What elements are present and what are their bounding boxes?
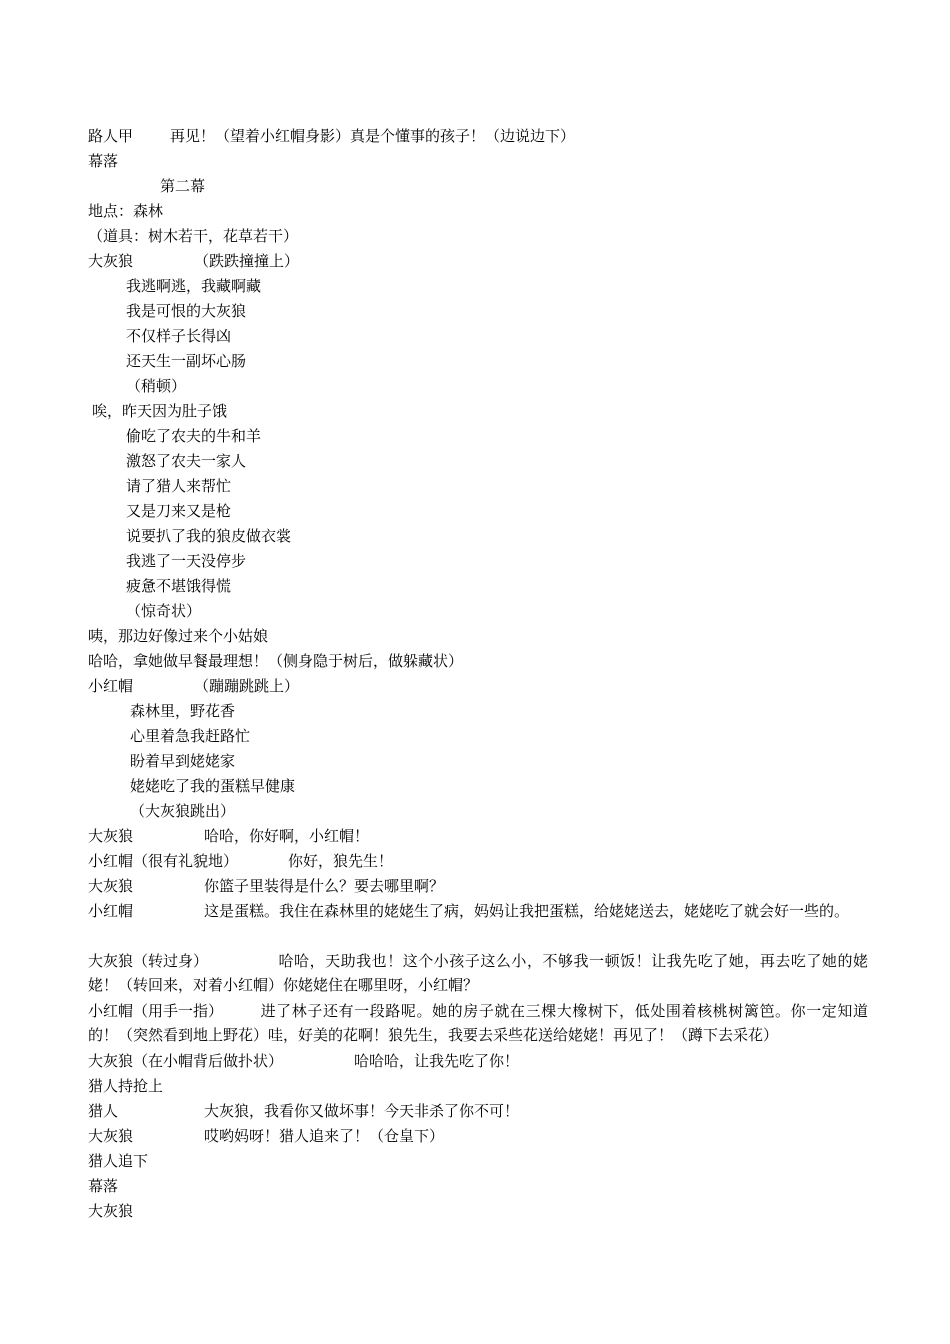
line-text: 进了林子还有一段路呢。她的房子就在三棵大橡树下，低处围着核桃树篱笆。你一定知道的！（突然看到地上野花）哇，好美的花啊！狼先生，我要去采些花送给姥姥！再见了！（蹲下去采花）: [88, 1002, 868, 1044]
stage-direction: 猎人持抢上: [88, 1077, 164, 1095]
verse-line: 唉，昨天因为肚子饿: [92, 402, 228, 420]
speaker-name: 小红帽: [88, 902, 134, 920]
script-line: [88, 1099, 868, 1123]
verse-line: 不仅样子长得凶: [126, 327, 232, 345]
act-heading: 第二幕: [160, 177, 206, 195]
verse-line: 盼着早到姥姥家: [130, 752, 236, 770]
script-line: [88, 674, 868, 698]
verse-line: 咦，那边好像过来个小姑娘: [88, 627, 269, 645]
verse-line: 我是可恨的大灰狼: [126, 302, 247, 320]
stage-direction: （蹦蹦跳跳上）: [194, 677, 300, 695]
line-text: 再见！（望着小红帽身影）真是个懂事的孩子！（边说边下）: [170, 127, 576, 145]
speaker-name: 小红帽: [88, 677, 134, 695]
scene-end: 幕落: [88, 152, 119, 170]
line-text: 这是蛋糕。我住在森林里的姥姥生了病，妈妈让我把蛋糕，给姥姥送去，姥姥吃了就会好一些的。: [204, 902, 850, 920]
script-line: [88, 1124, 868, 1148]
scene-end: 幕落: [88, 1177, 119, 1195]
script-line: [88, 999, 868, 1047]
script-line: [88, 124, 868, 148]
verse-line: 激怒了农夫一家人: [126, 452, 247, 470]
stage-direction: （跌跌撞撞上）: [194, 252, 300, 270]
verse-line: 心里着急我赶路忙: [130, 727, 251, 745]
speaker-name: 大灰狼: [88, 877, 134, 895]
script-line: [88, 849, 868, 873]
line-text: 哈哈，你好啊，小红帽！: [204, 827, 370, 845]
stage-direction: 猎人追下: [88, 1152, 149, 1170]
verse-line: 还天生一副坏心肠: [126, 352, 247, 370]
verse-line: 我逃啊逃，我藏啊藏: [126, 277, 262, 295]
script-line: [88, 249, 868, 273]
stage-direction: （稍顿）: [126, 377, 187, 395]
verse-line: 姥姥吃了我的蛋糕早健康: [130, 777, 296, 795]
script-line: [88, 899, 868, 923]
speaker-name: 大灰狼: [88, 1127, 134, 1145]
verse-line: 哈哈，拿她做早餐最理想！（侧身隐于树后，做躲藏状）: [88, 652, 464, 670]
speaker-name: 大灰狼: [88, 252, 134, 270]
speaker-name: 大灰狼（转过身）: [88, 952, 209, 970]
speaker-name: 猎人: [88, 1102, 119, 1120]
speaker-name: 大灰狼（在小帽背后做扑状）: [88, 1052, 284, 1070]
verse-line: 偷吃了农夫的牛和羊: [126, 427, 262, 445]
verse-line: 我逃了一天没停步: [126, 552, 247, 570]
line-text: 大灰狼，我看你又做坏事！今天非杀了你不可！: [204, 1102, 520, 1120]
stage-direction: （惊奇状）: [126, 602, 202, 620]
line-text: 哈哈，天助我也！这个小孩子这么小，不够我一顿饭！让我先吃了她，再去吃了她的姥姥！（转回来，对着小红帽）你姥姥住在哪里呀，小红帽？: [88, 952, 868, 994]
stage-direction: （大灰狼跳出）: [130, 802, 236, 820]
speaker-name: 大灰狼: [88, 827, 134, 845]
speaker-name: 路人甲: [88, 127, 134, 145]
script-line: [88, 874, 868, 898]
speaker-name: 大灰狼: [88, 1202, 134, 1220]
script-line: [88, 1049, 868, 1073]
line-text: 哈哈哈，让我先吃了你！: [354, 1052, 520, 1070]
location-line: 地点：森林: [88, 202, 164, 220]
verse-line: 疲惫不堪饿得慌: [126, 577, 232, 595]
verse-line: 说要扒了我的狼皮做衣裳: [126, 527, 292, 545]
speaker-name: 小红帽（很有礼貌地）: [88, 852, 239, 870]
line-text: 你好，狼先生！: [288, 852, 394, 870]
script-line: [88, 949, 868, 997]
line-text: 哎哟妈呀！猎人追来了！（仓皇下）: [204, 1127, 445, 1145]
script-line: [88, 824, 868, 848]
verse-line: 请了猎人来帮忙: [126, 477, 232, 495]
verse-line: 森林里，野花香: [130, 702, 236, 720]
verse-line: 又是刀来又是枪: [126, 502, 232, 520]
line-text: 你篮子里装得是什么？要去哪里啊？: [204, 877, 445, 895]
props-line: （道具：树木若干，花草若干）: [88, 227, 299, 245]
speaker-name: 小红帽（用手一指）: [88, 1002, 224, 1020]
